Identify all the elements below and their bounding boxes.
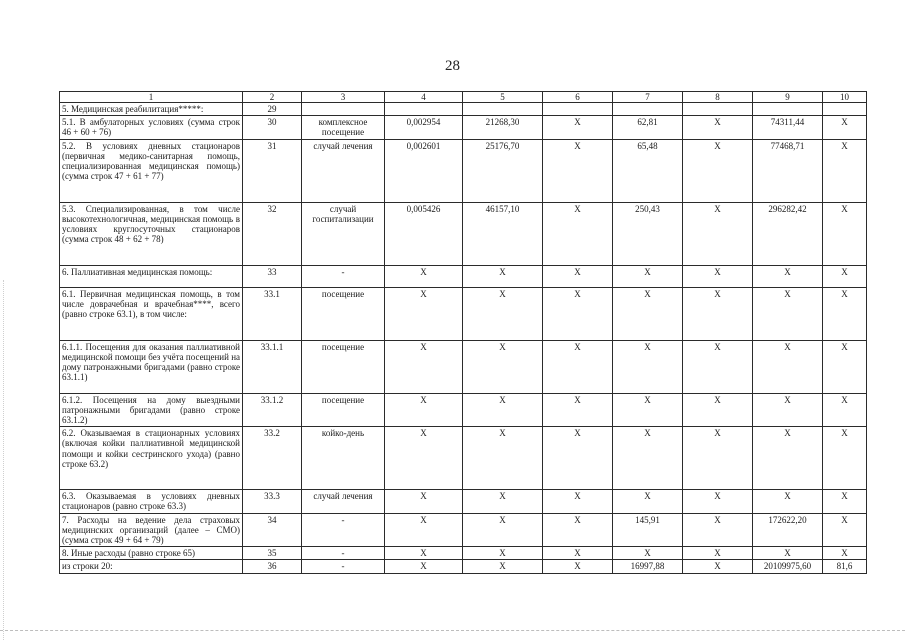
header-cell: 10: [823, 92, 867, 103]
row-label-cell: 8. Иные расходы (равно строке 65): [60, 547, 243, 560]
table-cell: Х: [463, 547, 543, 560]
table-cell: -: [302, 513, 385, 547]
table-cell: 0,002601: [385, 139, 463, 202]
table-cell: Х: [823, 490, 867, 513]
table-cell: 81,6: [823, 560, 867, 573]
table-cell: -: [302, 547, 385, 560]
table-cell: [463, 103, 543, 116]
table-cell: 172622,20: [753, 513, 823, 547]
table-cell: Х: [823, 287, 867, 340]
table-cell: Х: [463, 560, 543, 573]
table-cell: Х: [753, 490, 823, 513]
table-cell: Х: [613, 547, 683, 560]
header-cell: 4: [385, 92, 463, 103]
table-cell: Х: [683, 513, 753, 547]
table-cell: Х: [385, 340, 463, 393]
table-row: [60, 393, 867, 427]
table-cell: случай лечения: [302, 490, 385, 513]
table-cell: 77468,71: [753, 139, 823, 202]
table-cell: Х: [683, 265, 753, 287]
row-label-cell: 5.3. Специализированная, в том числе высокотехнологичная, медицинская помощь в условиях круглосуточных стационаров (сумма строк 48 + 62 + 78): [60, 202, 243, 265]
header-cell: 2: [243, 92, 302, 103]
table-cell: 33.1.1: [243, 340, 302, 393]
table-cell: Х: [683, 490, 753, 513]
table-cell: Х: [543, 490, 613, 513]
table-cell: -: [302, 265, 385, 287]
table-cell: Х: [683, 116, 753, 139]
table-cell: Х: [683, 560, 753, 573]
header-cell: 1: [60, 92, 243, 103]
table-cell: Х: [753, 340, 823, 393]
table-row: [60, 116, 867, 139]
table-cell: 32: [243, 202, 302, 265]
table-cell: 62,81: [613, 116, 683, 139]
table-cell: 21268,30: [463, 116, 543, 139]
table-cell: 65,48: [613, 139, 683, 202]
table-row: [60, 547, 867, 560]
table-row: [60, 560, 867, 573]
table-body: [60, 92, 867, 574]
scan-edge-line: [0, 630, 905, 631]
table-cell: Х: [823, 547, 867, 560]
header-cell: 9: [753, 92, 823, 103]
table-cell: 34: [243, 513, 302, 547]
table-cell: Х: [463, 340, 543, 393]
table-cell: Х: [613, 393, 683, 427]
table-cell: 0,002954: [385, 116, 463, 139]
header-cell: 5: [463, 92, 543, 103]
table-cell: [385, 103, 463, 116]
header-cell: 6: [543, 92, 613, 103]
table-cell: Х: [543, 202, 613, 265]
table-cell: Х: [385, 513, 463, 547]
table-cell: Х: [543, 265, 613, 287]
scan-edge-left: [3, 280, 4, 640]
table-row: [60, 287, 867, 340]
table-cell: Х: [683, 427, 753, 490]
table-cell: 33.1.2: [243, 393, 302, 427]
table-cell: Х: [823, 340, 867, 393]
table-row: [60, 139, 867, 202]
row-label-cell: 6.1.2. Посещения на дому выездными патронажными бригадами (равно строке 63.1.2): [60, 393, 243, 427]
table-cell: 33.3: [243, 490, 302, 513]
table-cell: Х: [823, 116, 867, 139]
table-cell: 0,005426: [385, 202, 463, 265]
table-cell: случай лечения: [302, 139, 385, 202]
table-cell: Х: [613, 490, 683, 513]
data-table: [59, 91, 867, 574]
row-label-cell: 7. Расходы на ведение дела страховых медицинских организаций (далее – СМО) (сумма строк 49 + 64 + 79): [60, 513, 243, 547]
row-label-cell: 6.2. Оказываемая в стационарных условиях (включая койки паллиативной медицинской помощи и койки сестринского ухода) (равно строке 63.2): [60, 427, 243, 490]
table-row: [60, 427, 867, 490]
table-cell: Х: [463, 513, 543, 547]
table-cell: посещение: [302, 340, 385, 393]
row-label-cell: из строки 20:: [60, 560, 243, 573]
table-cell: случай госпитализации: [302, 202, 385, 265]
table-cell: посещение: [302, 393, 385, 427]
header-cell: 3: [302, 92, 385, 103]
table-row: [60, 490, 867, 513]
table-cell: 31: [243, 139, 302, 202]
table-cell: Х: [683, 287, 753, 340]
table-cell: Х: [613, 340, 683, 393]
table-cell: Х: [385, 560, 463, 573]
table-cell: 25176,70: [463, 139, 543, 202]
table-cell: Х: [385, 265, 463, 287]
table-cell: Х: [543, 139, 613, 202]
table-cell: Х: [385, 547, 463, 560]
table-cell: [302, 103, 385, 116]
table-cell: -: [302, 560, 385, 573]
table-cell: Х: [613, 427, 683, 490]
table-cell: Х: [463, 490, 543, 513]
table-cell: Х: [463, 265, 543, 287]
table-cell: [613, 103, 683, 116]
table-cell: Х: [683, 393, 753, 427]
table-cell: Х: [385, 287, 463, 340]
table-cell: Х: [823, 427, 867, 490]
table-cell: Х: [543, 393, 613, 427]
table-header-row: [60, 92, 867, 103]
table-cell: Х: [753, 287, 823, 340]
table-cell: Х: [543, 116, 613, 139]
table-cell: 46157,10: [463, 202, 543, 265]
table-cell: [683, 103, 753, 116]
table-cell: Х: [823, 513, 867, 547]
table-cell: 33.2: [243, 427, 302, 490]
table-cell: [543, 103, 613, 116]
row-label-cell: 5. Медицинская реабилитация*****:: [60, 103, 243, 116]
table-cell: 30: [243, 116, 302, 139]
header-cell: 8: [683, 92, 753, 103]
page-number: 28: [445, 58, 460, 74]
table-row: [60, 340, 867, 393]
table-cell: 250,43: [613, 202, 683, 265]
table-cell: 74311,44: [753, 116, 823, 139]
table-cell: Х: [753, 547, 823, 560]
table-cell: Х: [463, 287, 543, 340]
table-cell: Х: [385, 393, 463, 427]
table-cell: Х: [753, 393, 823, 427]
table-cell: 35: [243, 547, 302, 560]
row-label-cell: 6. Паллиативная медицинская помощь:: [60, 265, 243, 287]
row-label-cell: 5.1. В амбулаторных условиях (сумма строк 46 + 60 + 76): [60, 116, 243, 139]
table-cell: Х: [543, 547, 613, 560]
table-cell: Х: [543, 560, 613, 573]
table-cell: Х: [683, 547, 753, 560]
row-label-cell: 5.2. В условиях дневных стационаров (первичная медико-санитарная помощь, специализированная медицинская помощь) (сумма строк 47 + 61 + 77): [60, 139, 243, 202]
table-cell: койко-день: [302, 427, 385, 490]
table-cell: Х: [683, 139, 753, 202]
header-cell: 7: [613, 92, 683, 103]
table-cell: 33.1: [243, 287, 302, 340]
table-row: [60, 513, 867, 547]
table-cell: комплексное посещение: [302, 116, 385, 139]
table-cell: Х: [823, 139, 867, 202]
table-cell: 36: [243, 560, 302, 573]
table-cell: 296282,42: [753, 202, 823, 265]
table-cell: Х: [543, 340, 613, 393]
table-cell: Х: [385, 427, 463, 490]
table-cell: Х: [613, 265, 683, 287]
table-cell: Х: [683, 202, 753, 265]
table-cell: Х: [543, 513, 613, 547]
table-cell: посещение: [302, 287, 385, 340]
row-label-cell: 6.3. Оказываемая в условиях дневных стационаров (равно строке 63.3): [60, 490, 243, 513]
table-cell: 33: [243, 265, 302, 287]
table-cell: Х: [823, 265, 867, 287]
table-cell: Х: [753, 265, 823, 287]
table-cell: Х: [753, 427, 823, 490]
table-cell: Х: [463, 427, 543, 490]
table-cell: Х: [385, 490, 463, 513]
table-cell: Х: [613, 287, 683, 340]
table-cell: 145,91: [613, 513, 683, 547]
table-cell: Х: [543, 427, 613, 490]
row-label-cell: 6.1. Первичная медицинская помощь, в том числе доврачебная и врачебная****, всего (равно строке 63.1), в том числе:: [60, 287, 243, 340]
table-row: [60, 265, 867, 287]
table-cell: [823, 103, 867, 116]
table-cell: 20109975,60: [753, 560, 823, 573]
row-label-cell: 6.1.1. Посещения для оказания паллиативной медицинской помощи без учёта посещений на дому патронажными бригадами (равно строке 63.1.1): [60, 340, 243, 393]
table-cell: Х: [683, 340, 753, 393]
table-row: [60, 103, 867, 116]
table-cell: [753, 103, 823, 116]
table-cell: Х: [463, 393, 543, 427]
table-cell: 29: [243, 103, 302, 116]
table-cell: Х: [543, 287, 613, 340]
table-cell: 16997,88: [613, 560, 683, 573]
table-cell: Х: [823, 393, 867, 427]
table-cell: Х: [823, 202, 867, 265]
table-row: [60, 202, 867, 265]
